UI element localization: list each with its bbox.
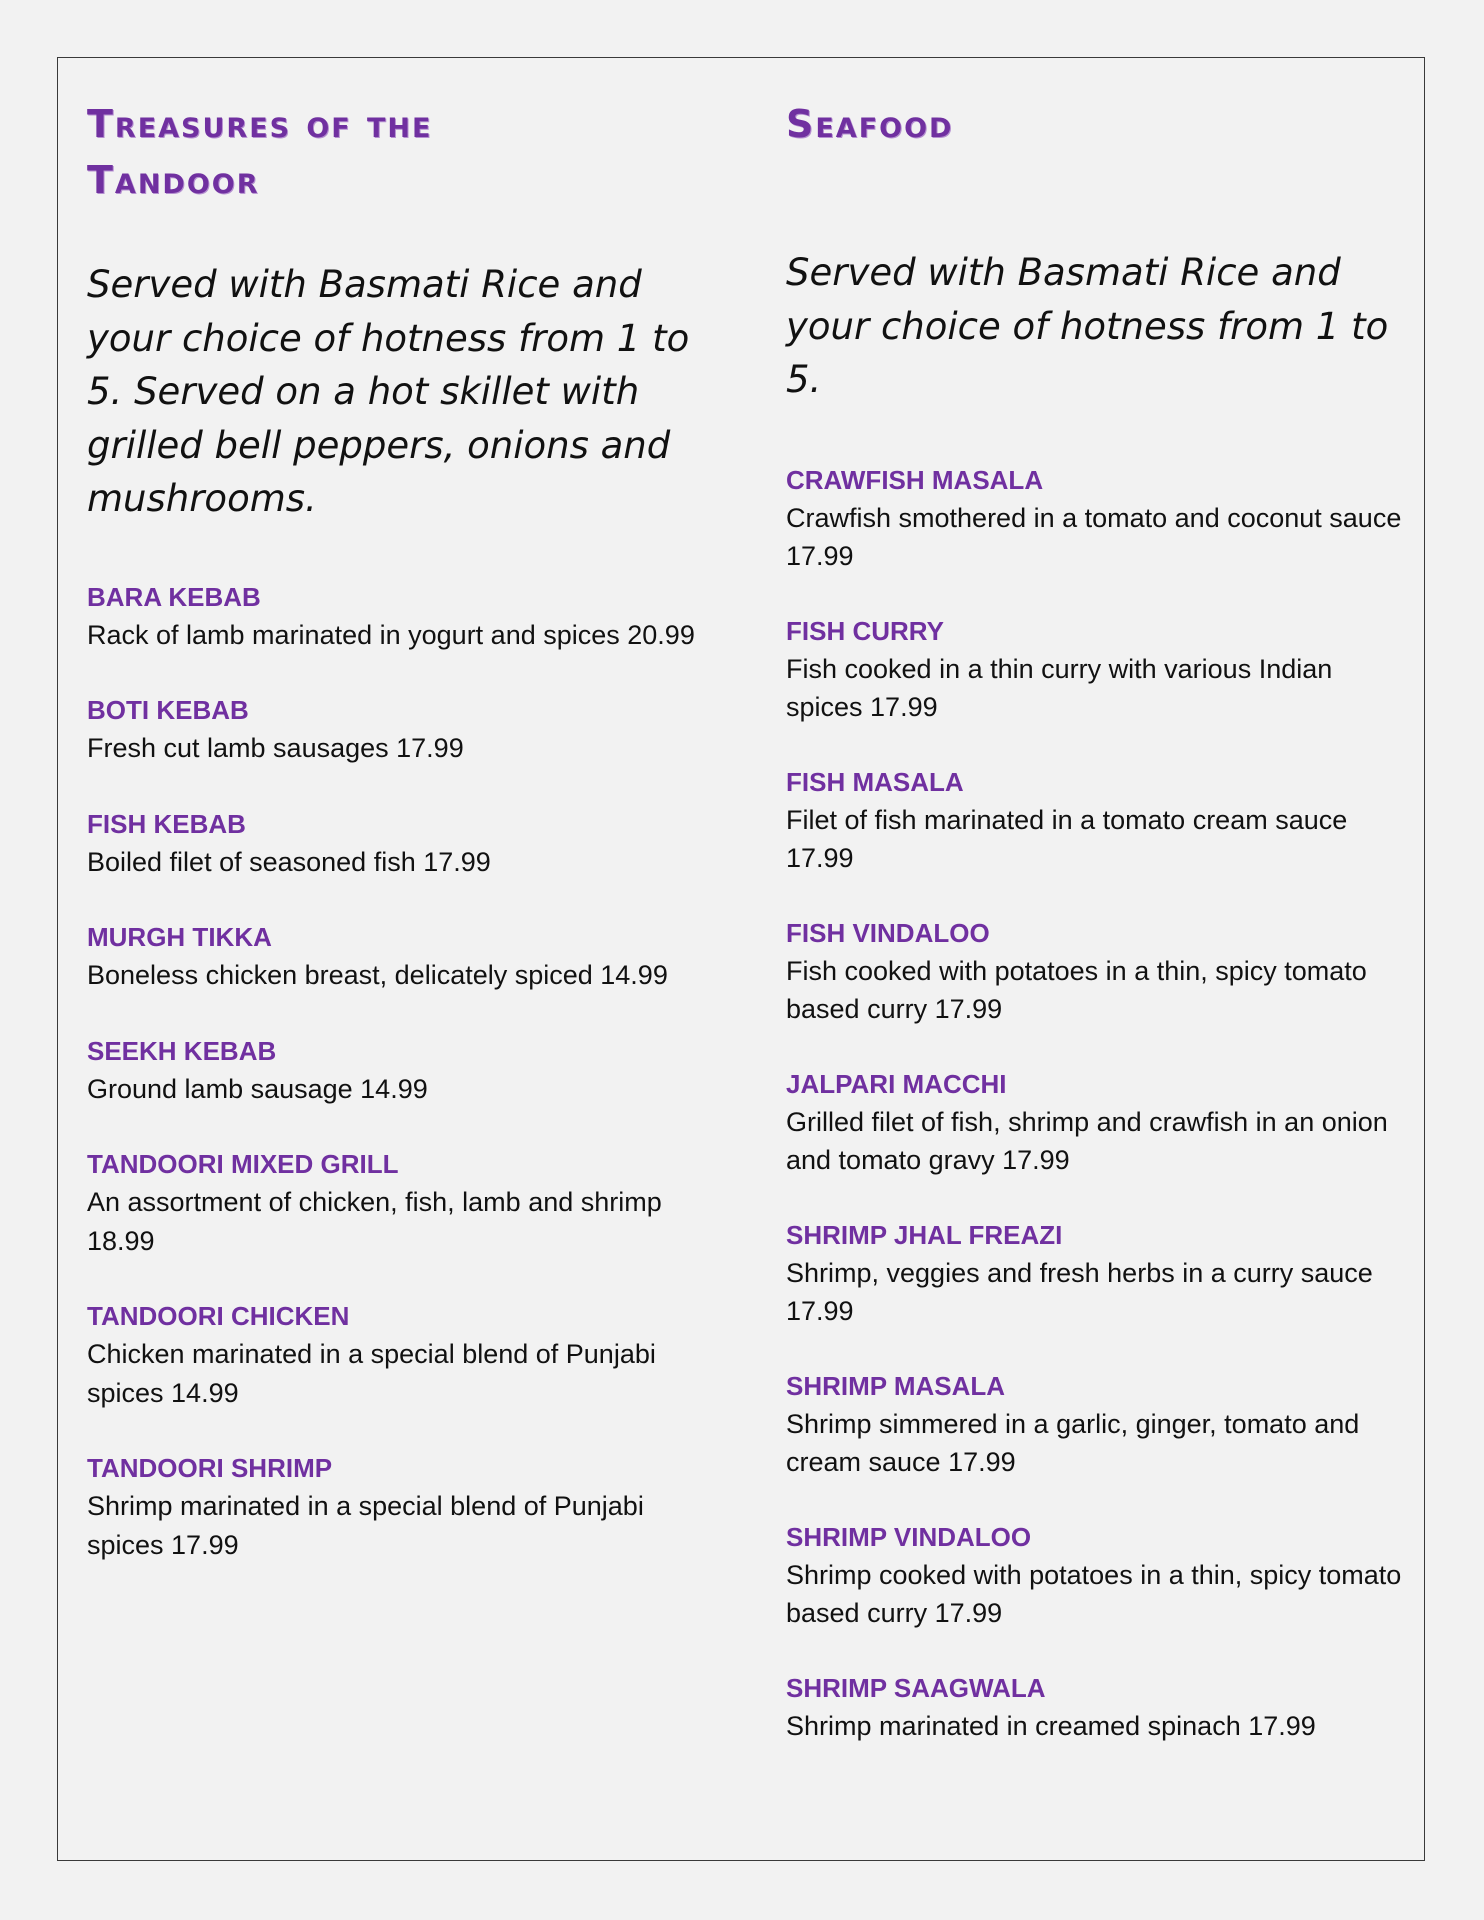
menu-item-name: BARA KEBAB [87, 581, 261, 612]
menu-item-description: Grilled filet of fish, shrimp and crawfish in an onion and tomato gravy 17.99 [786, 1106, 1388, 1175]
menu-item [87, 1449, 707, 1564]
tandoor-title-line2: Tandoor [87, 158, 260, 202]
menu-item-description: Boiled filet of seasoned fish 17.99 [87, 846, 491, 877]
menu-item [87, 805, 707, 882]
menu-item-description: Shrimp marinated in creamed spinach 17.99 [786, 1710, 1316, 1741]
menu-item-name: TANDOORI MIXED GRILL [87, 1149, 399, 1179]
menu-item-name: BOTI KEBAB [87, 695, 249, 725]
menu-item-description: Shrimp cooked with potatoes in a thin, spicy tomato based curry 17.99 [786, 1559, 1402, 1628]
menu-item-name: SHRIMP SAAGWALA [786, 1672, 1046, 1703]
menu-item [786, 1518, 1406, 1633]
menu-item-description: Chicken marinated in a special blend of Punjabi spices 14.99 [87, 1339, 656, 1408]
menu-item-description: Filet of fish marinated in a tomato cream sauce 17.99 [786, 804, 1348, 873]
tandoor-item-list [87, 578, 707, 1565]
menu-item-description: Ground lamb sausage 14.99 [87, 1073, 428, 1104]
menu-item [87, 1032, 707, 1109]
tandoor-title-line1: Treasures of the [87, 102, 433, 146]
menu-item-description: Shrimp simmered in a garlic, ginger, tomato and cream sauce 17.99 [786, 1408, 1360, 1477]
menu-item-name: SHRIMP VINDALOO [786, 1521, 1032, 1552]
menu-item-description: Rack of lamb marinated in yogurt and spices 20.99 [87, 619, 695, 650]
menu-item [786, 914, 1406, 1029]
menu-item [786, 1065, 1406, 1180]
menu-item-description: Crawfish smothered in a tomato and coconut sauce 17.99 [786, 502, 1402, 571]
menu-item [786, 1367, 1406, 1482]
menu-item-description: Fish cooked in a thin curry with various Indian spices 17.99 [786, 653, 1333, 722]
menu-item-description: An assortment of chicken, fish, lamb and shrimp 18.99 [87, 1187, 662, 1256]
tandoor-section-title [87, 96, 707, 208]
menu-item-description: Fish cooked with potatoes in a thin, spicy tomato based curry 17.99 [786, 955, 1367, 1024]
seafood-title: Seafood [786, 102, 954, 146]
menu-item [87, 1297, 707, 1412]
menu-item-description: Boneless chicken breast, delicately spiced 14.99 [87, 960, 668, 990]
tandoor-section-intro: Served with Basmati Rice and your choice of hotness from 1 to 5. Served on a hot skillet with grilled bell peppers, onions and mushrooms. [87, 263, 690, 520]
menu-item [87, 578, 707, 655]
menu-item-name: FISH CURRY [786, 615, 944, 646]
menu-item [87, 691, 707, 768]
menu-item [786, 461, 1406, 576]
menu-item-description: Shrimp, veggies and fresh herbs in a curry sauce 17.99 [786, 1257, 1373, 1326]
menu-item-description: Shrimp marinated in a special blend of Punjabi spices 17.99 [87, 1491, 644, 1560]
menu-item-name: JALPARI MACCHI [786, 1068, 1007, 1099]
menu-item-name: FISH KEBAB [87, 808, 246, 839]
menu-item-name: MURGH TIKKA [87, 922, 272, 952]
menu-item-name: FISH VINDALOO [786, 917, 990, 948]
menu-item [786, 1216, 1406, 1331]
menu-item [786, 1669, 1406, 1746]
menu-item-name: SEEKH KEBAB [87, 1035, 277, 1066]
menu-item-name: SHRIMP MASALA [786, 1370, 1006, 1401]
tandoor-section [87, 96, 707, 1601]
seafood-section-title [786, 96, 1406, 152]
menu-item-name: SHRIMP JHAL FREAZI [786, 1219, 1063, 1250]
seafood-section [786, 96, 1406, 1781]
menu-item [786, 763, 1406, 878]
menu-item-name: CRAWFISH MASALA [786, 464, 1044, 495]
menu-item-description: Fresh cut lamb sausages 17.99 [87, 733, 464, 763]
menu-item-name: FISH MASALA [786, 766, 964, 797]
menu-item-name: TANDOORI CHICKEN [87, 1301, 350, 1331]
seafood-item-list [786, 461, 1406, 1746]
menu-item [87, 1145, 707, 1260]
menu-item [786, 612, 1406, 727]
seafood-section-intro: Served with Basmati Rice and your choice of hotness from 1 to 5. [786, 251, 1389, 401]
menu-item-name: TANDOORI SHRIMP [87, 1453, 333, 1483]
menu-item [87, 918, 707, 995]
